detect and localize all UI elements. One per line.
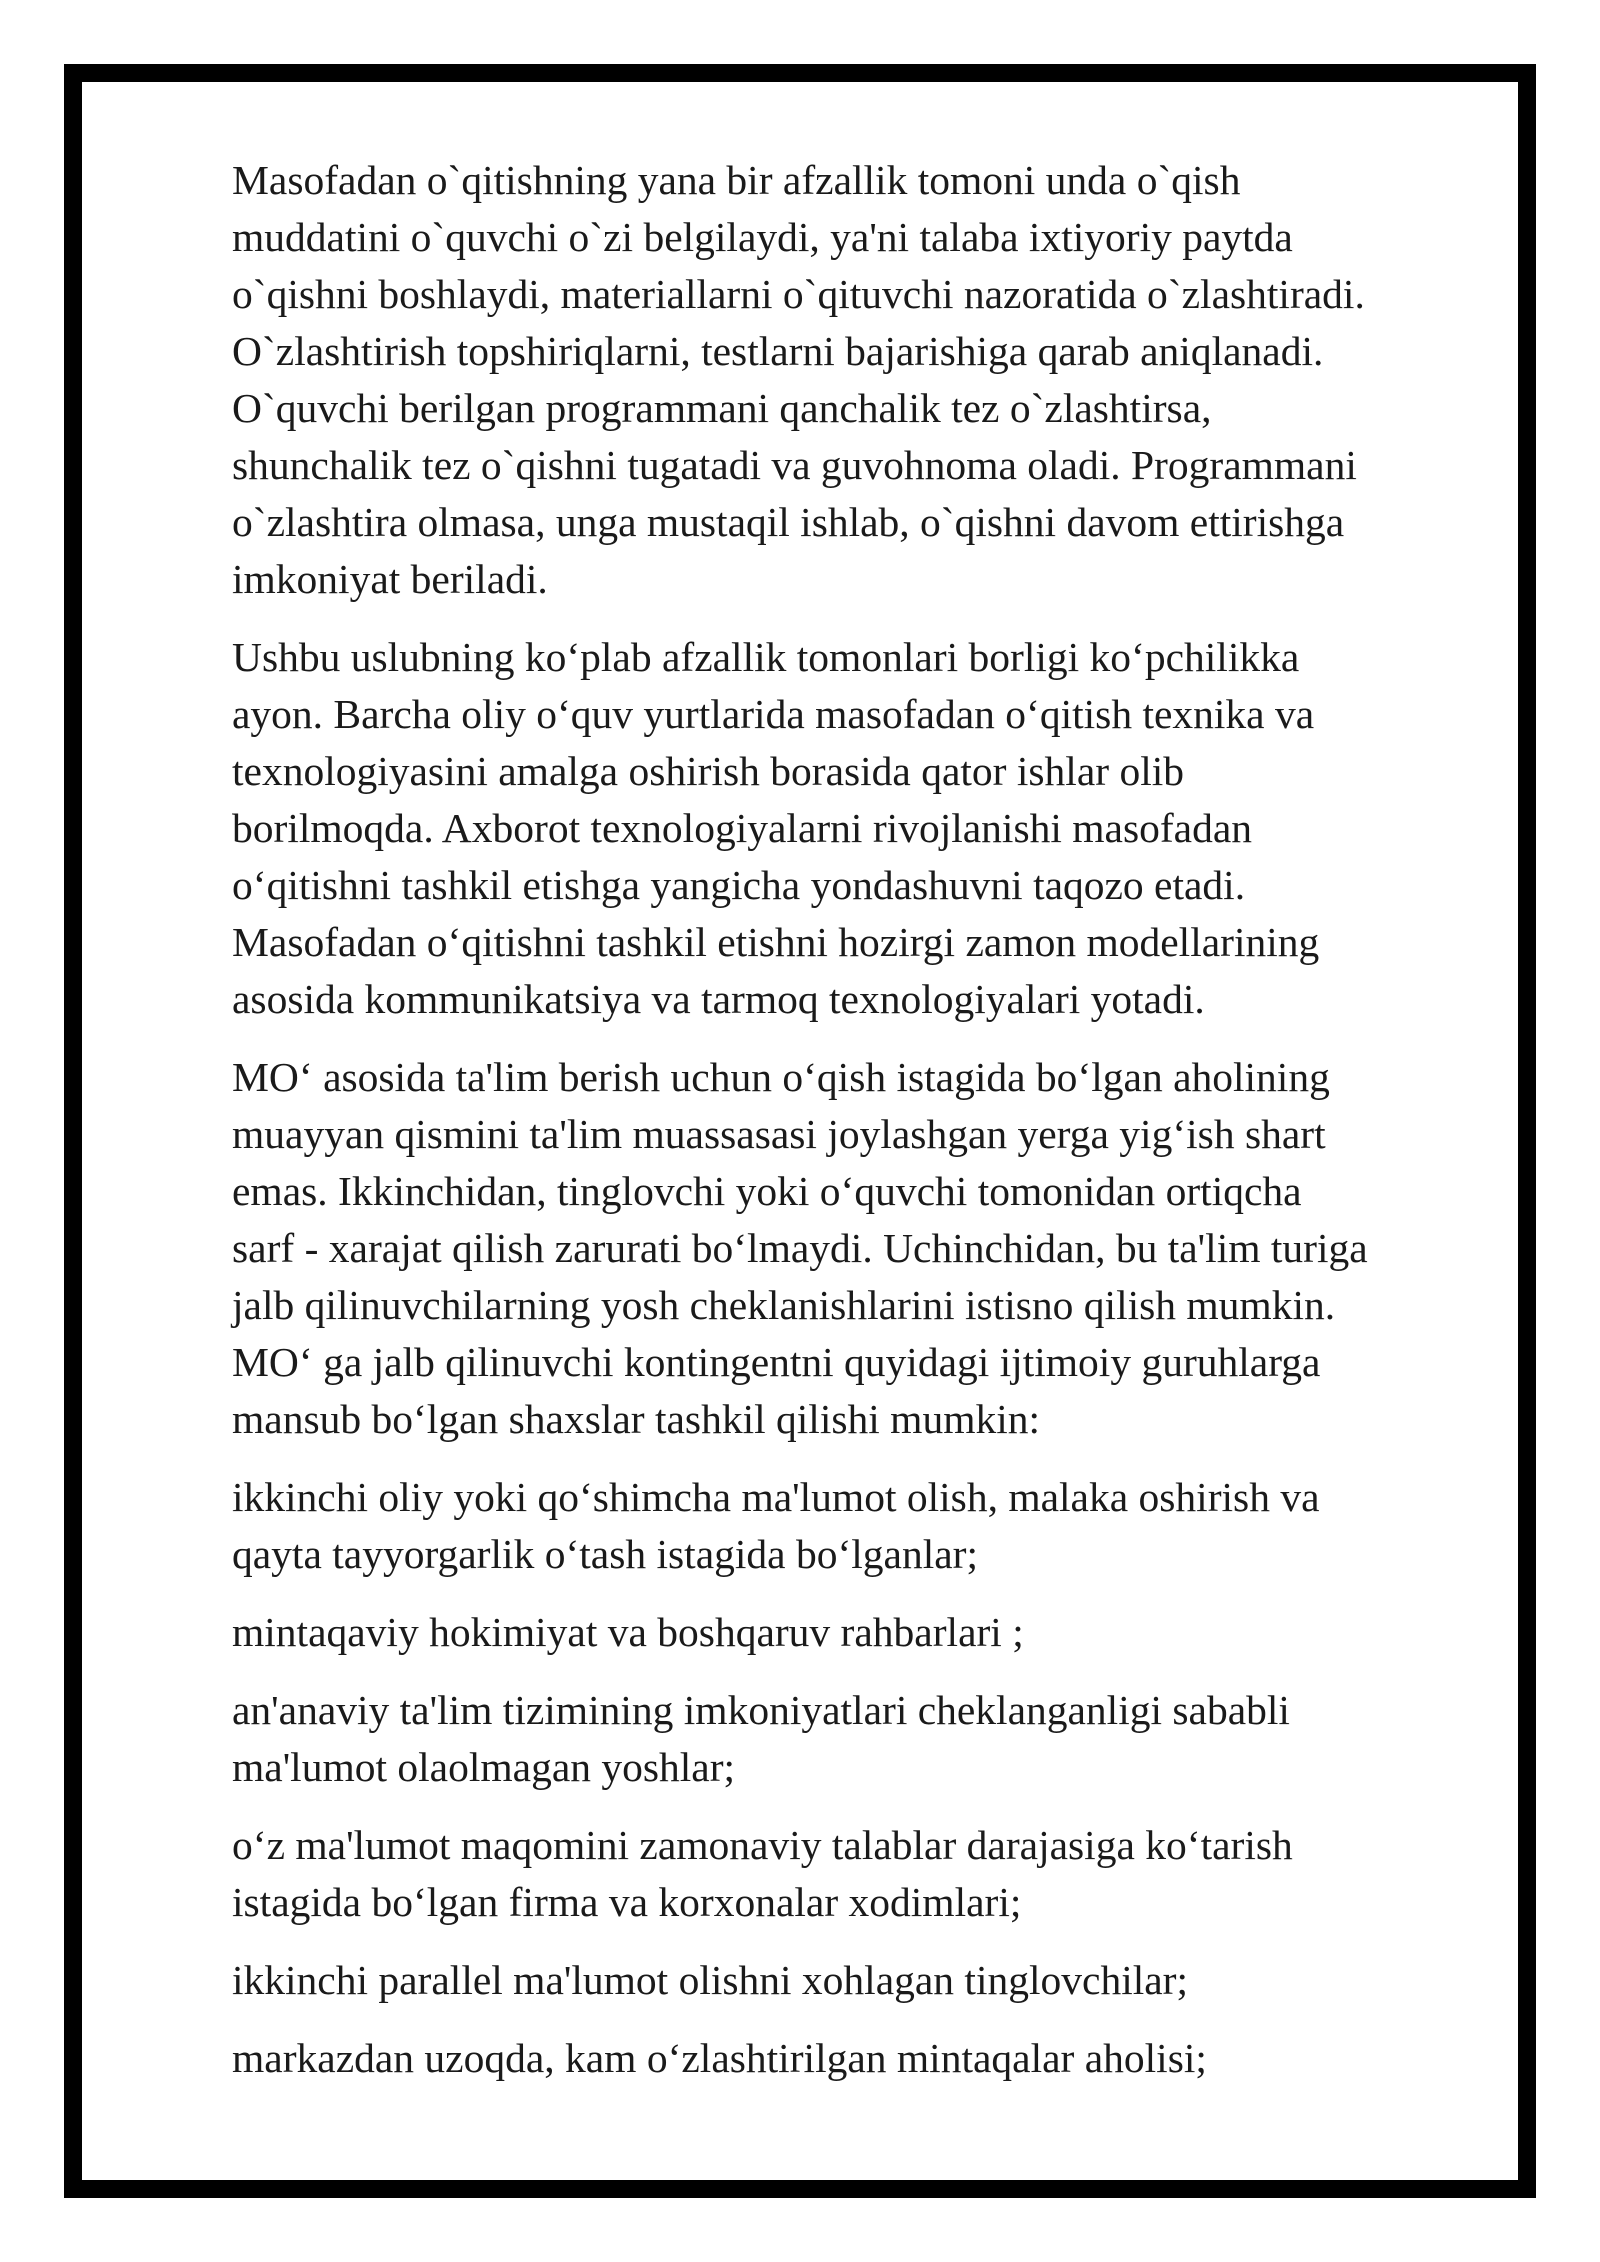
- list-item: ikkinchi parallel ma'lumot olishni xohlagan tinglovchilar;: [232, 1957, 1189, 2003]
- paragraph-advantages: Ushbu uslubning ko‘plab afzallik tomonlari borligi ko‘pchilikka ayon. Barcha oliy o‘quv yurtlarida masofadan o‘qitish texnika va texnologiyasini amalga oshirish borasida qator ishlar olib borilmoqda. Axborot texnologiyalarni rivojlanishi masofadan o‘qitishni tashkil etishga yangicha yondashuvni taqozo etadi. Masofadan o‘qitishni tashkil etishni hozirgi zamon modellarining asosida kommunikatsiya va tarmoq texnologiyalari yotadi.: [232, 634, 1320, 1022]
- list-item: an'anaviy ta'lim tizimining imkoniyatlari cheklanganligi sababli ma'lumot olaolmagan yoshlar;: [232, 1687, 1290, 1790]
- list-item: o‘z ma'lumot maqomini zamonaviy talablar darajasiga ko‘tarish istagida bo‘lgan firma va korxonalar xodimlari;: [232, 1822, 1293, 1925]
- paragraph-mo-basis: MO‘ asosida ta'lim berish uchun o‘qish istagida bo‘lgan aholining muayyan qismini ta'lim muassasasi joylashgan yerga yig‘ish shart emas. Ikkinchidan, tinglovchi yoki o‘quvchi tomonidan ortiqcha sarf - xarajat qilish zarurati bo‘lmaydi. Uchinchidan, bu ta'lim turiga jalb qilinuvchilarning yosh cheklanishlarini istisno qilish mumkin. MO‘ ga jalb qilinuvchi kontingentni quyidagi ijtimoiy guruhlarga mansub bo‘lgan shaxslar tashkil qilishi mumkin:: [232, 1054, 1368, 1442]
- paragraph-intro: Masofadan o`qitishning yana bir afzallik tomoni unda o`qish muddatini o`quvchi o`zi belgilaydi, ya'ni talaba ixtiyoriy paytda o`qishni boshlaydi, materiallarni o`qituvchi nazoratida o`zlashtiradi. O`zlashtirish topshiriqlarni, testlarni bajarishiga qarab aniqlanadi. O`quvchi berilgan programmani qanchalik tez o`zlashtirsa, shunchalik tez o`qishni tugatadi va guvohnoma oladi. Programmani o`zlashtira olmasa, unga mustaqil ishlab, o`qishni davom ettirishga imkoniyat beriladi.: [232, 157, 1365, 602]
- list-item: mintaqaviy hokimiyat va boshqaruv rahbarlari ;: [232, 1609, 1024, 1655]
- list-item: markazdan uzoqda, kam o‘zlashtirilgan mintaqalar aholisi;: [232, 2035, 1207, 2081]
- document-body: [232, 152, 1502, 2108]
- list-item: ikkinchi oliy yoki qo‘shimcha ma'lumot olish, malaka oshirish va qayta tayyorgarlik o‘tash istagida bo‘lganlar;: [232, 1474, 1320, 1577]
- page-frame: [64, 64, 1536, 2198]
